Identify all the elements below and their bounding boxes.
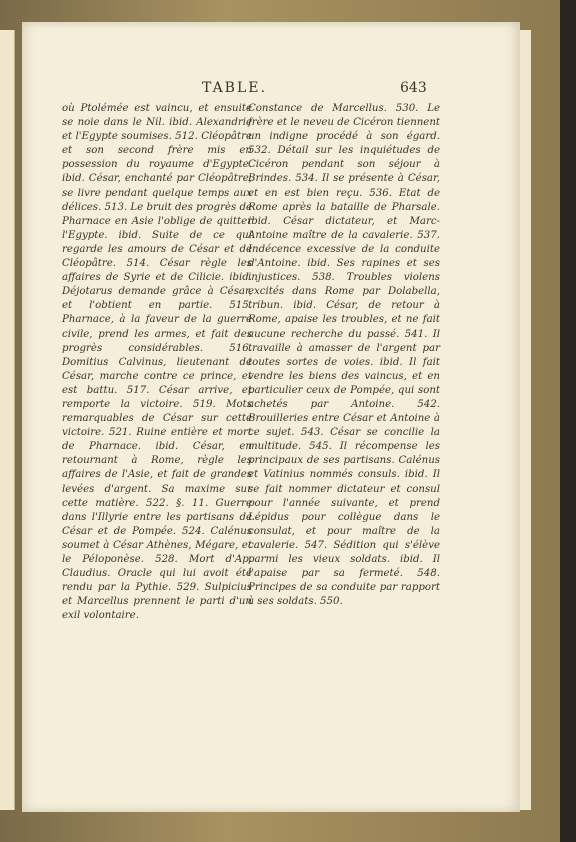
text-column-right xyxy=(248,102,440,609)
left-column-text: où Ptolémée est vaincu, et ensuite se noie dans le Nil. ibid. Alexandrie et l'Egypte soumises. 512. Cléopâtre et son second frère mis en possession du royaume d'Egypte. ibid. César, enchanté par Cléopâtre, se livre pendant quelque temps aux délices. 513. Le bruit des progrès de Pharnace en Asie l'oblige de quitter l'Egypte. ibid. Suite de ce qui regarde les amours de César et de Cléopâtre. 514. César règle les affaires de Syrie et de Cilicie. ibid. Déjotarus demande grâce à César, et l'obtient en partie. 515. Pharnace, à la faveur de la guerre civile, prend les armes, et fait des progrès considérables. 516. Domitius Calvinus, lieutenant de César, marche contre ce prince, et est battu. 517. César arrive, et remporte la victoire. 519. Mots remarquables de César sur cette victoire. 521. Ruine entière et mort de Pharnace. ibid. César, en retournant à Rome, règle les affaires de l'Asie, et fait de grandes levées d'argent. Sa maxime sur cette matière. 522. §. 11. Guerre dans l'Illyrie entre les partisans de César et de Pompée. 524. Calénus soumet à César Athènes, Mégare, et le Péloponèse. 528. Mort d'Ap. Claudius. Oracle qui lui avoit été rendu par la Pythie. 529. Sulpicius et Marcellus prennent le parti d'un exil volontaire. xyxy=(62,103,252,622)
text-column-left xyxy=(62,102,252,623)
book-page xyxy=(22,22,520,812)
previous-page-edge xyxy=(0,30,15,810)
right-column-text: Constance de Marcellus. 530. Le frère et le neveu de Cicéron tiennent un indigne procédé à son égard. 532. Détail sur les inquiétudes de Cicéron pendant son séjour à Brindes. 534. Il se présente à César, et en est bien reçu. 536. Etat de Rome après la bataille de Pharsale. ibid. César dictateur, et Marc-Antoine maître de la cavalerie. 537. Indécence excessive de la conduite d'Antoine. ibid. Ses rapines et ses injustices. 538. Troubles violens excités dans Rome par Dolabella, tribun. ibid. César, de retour à Rome, apaise les troubles, et ne fait aucune recherche du passé. 541. Il travaille à amasser de l'argent par toutes sortes de voies. ibid. Il fait vendre les biens des vaincus, et en particulier ceux de Pompée, qui sont achetés par Antoine. 542. Brouilleries entre César et Antoine à ce sujet. 543. César se concilie la multitude. 545. Il récompense les principaux de ses partisans. Calénus et Vatinius nommés consuls. ibid. Il se fait nommer dictateur et consul pour l'année suivante, et prend Lépidus pour collègue dans le consulat, et pour maître de la cavalerie. 547. Sédition qui s'élève parmi les vieux soldats. ibid. Il l'apaise par sa fermeté. 548. Principes de sa conduite par rapport à ses soldats. 550. xyxy=(248,103,440,608)
page-number: 643 xyxy=(400,80,427,96)
running-head xyxy=(22,80,520,104)
running-title: TABLE. xyxy=(202,80,267,96)
